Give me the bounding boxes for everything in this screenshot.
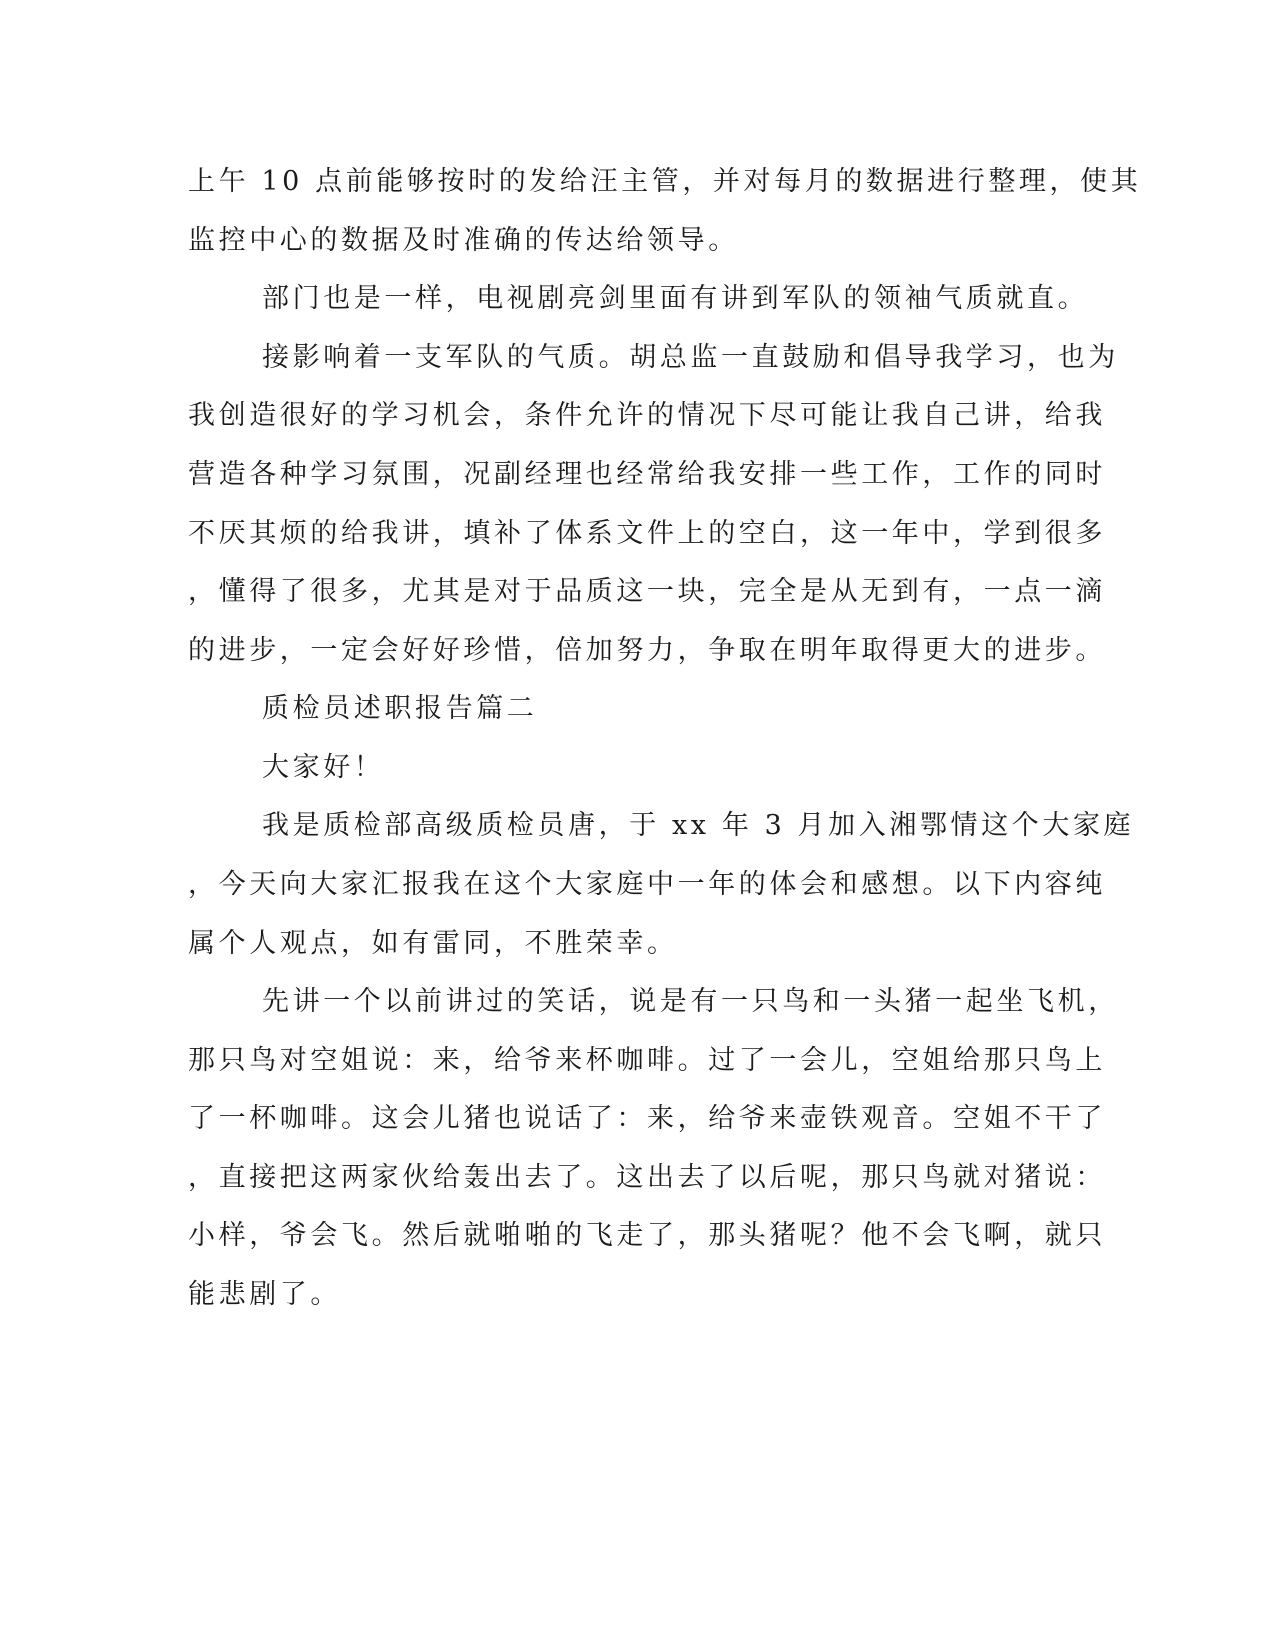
- section-heading: 质检员述职报告篇二: [262, 693, 538, 724]
- paragraph-line: 能悲剧了。: [188, 1279, 341, 1310]
- paragraph-line: ，今天向大家汇报我在这个大家庭中一年的体会和感想。以下内容纯: [188, 869, 1106, 900]
- paragraph-line: 营造各种学习氛围，况副经理也经常给我安排一些工作，工作的同时: [188, 459, 1106, 490]
- paragraph-line: 部门也是一样，电视剧亮剑里面有讲到军队的领袖气质就直。: [262, 283, 1089, 314]
- greeting-line: 大家好！: [262, 752, 385, 783]
- paragraph-line: 了一杯咖啡。这会儿猪也说话了：来，给爷来壶铁观音。空姐不干了: [188, 1103, 1106, 1134]
- paragraph-line: 属个人观点，如有雷同，不胜荣幸。: [188, 928, 678, 959]
- paragraph-line: 先讲一个以前讲过的笑话，说是有一只鸟和一头猪一起坐飞机，: [262, 986, 1119, 1017]
- paragraph-line: ，懂得了很多，尤其是对于品质这一块，完全是从无到有，一点一滴: [188, 576, 1106, 607]
- paragraph-line: 那只鸟对空姐说：来，给爷来杯咖啡。过了一会儿，空姐给那只鸟上: [188, 1045, 1106, 1076]
- paragraph-line: 小样，爷会飞。然后就啪啪的飞走了，那头猪呢？他不会飞啊，就只: [188, 1220, 1106, 1251]
- paragraph-line: 我创造很好的学习机会，条件允许的情况下尽可能让我自己讲，给我: [188, 400, 1106, 431]
- paragraph-line: ，直接把这两家伙给轰出去了。这出去了以后呢，那只鸟就对猪说：: [188, 1162, 1106, 1193]
- paragraph-line: 不厌其烦的给我讲，填补了体系文件上的空白，这一年中，学到很多: [188, 518, 1106, 549]
- paragraph-line: 的进步，一定会好好珍惜，倍加努力，争取在明年取得更大的进步。: [188, 635, 1106, 666]
- paragraph-line: 我是质检部高级质检员唐，于 xx 年 3 月加入湘鄂情这个大家庭: [262, 810, 1135, 841]
- paragraph-line: 监控中心的数据及时准确的传达给领导。: [188, 225, 739, 256]
- paragraph-line: 接影响着一支军队的气质。胡总监一直鼓励和倡导我学习，也为: [262, 342, 1119, 373]
- paragraph-line: 上午 10 点前能够按时的发给汪主管，并对每月的数据进行整理，使其: [188, 166, 1142, 197]
